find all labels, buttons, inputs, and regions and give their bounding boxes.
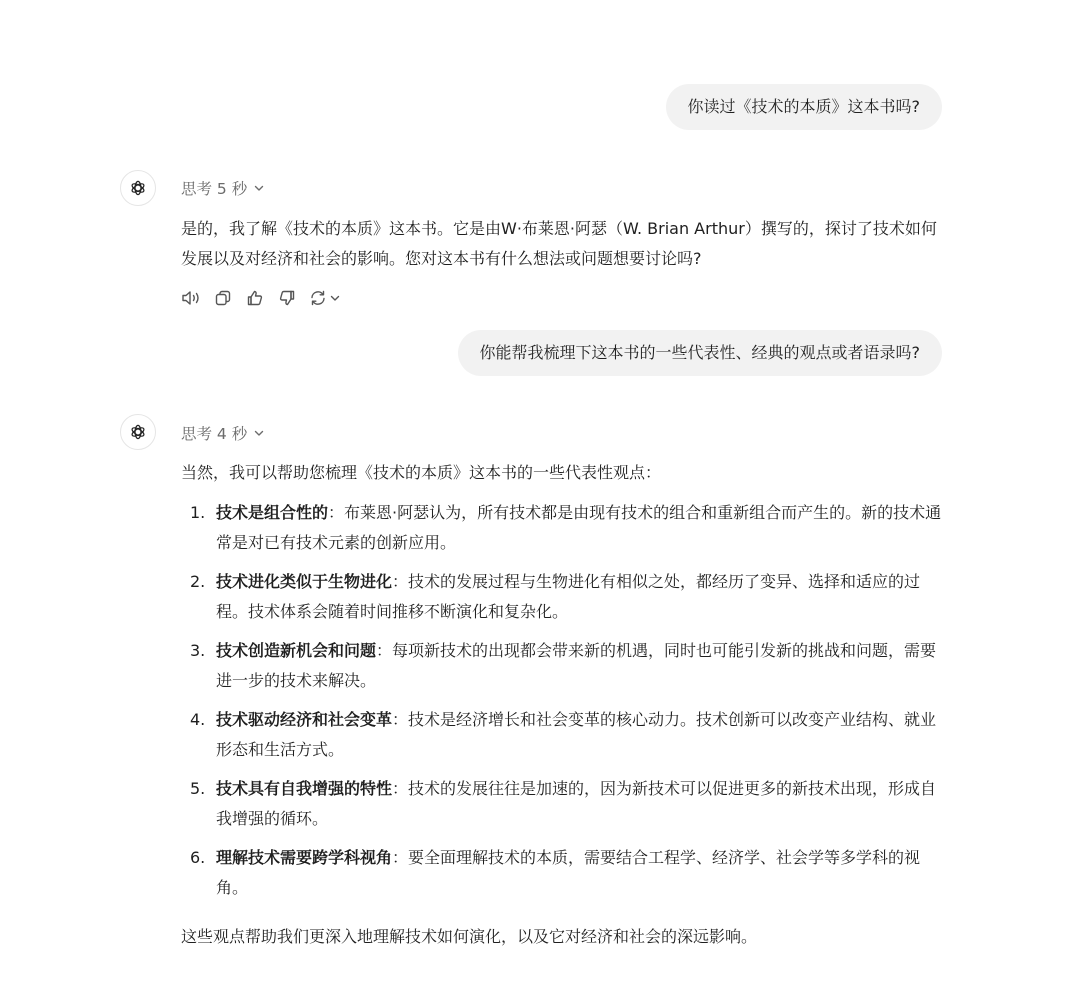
read-aloud-button[interactable] bbox=[181, 288, 201, 308]
list-item-title: 技术驱动经济和社会变革 bbox=[216, 710, 393, 729]
list-item-body bbox=[216, 567, 943, 627]
list-item bbox=[181, 705, 943, 765]
thinking-label: 思考 4 秒 bbox=[181, 425, 248, 443]
list-item-number bbox=[181, 498, 216, 558]
list-item bbox=[181, 843, 943, 903]
key-points-list bbox=[181, 498, 943, 912]
list-item-number bbox=[181, 705, 216, 765]
list-item-number-text: 6. bbox=[190, 848, 206, 867]
chevron-down-icon bbox=[253, 427, 265, 439]
list-item-number-text: 1. bbox=[190, 503, 206, 522]
regenerate-icon bbox=[309, 289, 327, 307]
list-item-title: 技术是组合性的 bbox=[216, 503, 329, 522]
list-item bbox=[181, 567, 943, 627]
list-item-text: ：技术是经济增长和社会变革的核心动力。技术创新可以改变产业结构、就业形态和生活方式。 bbox=[216, 710, 937, 759]
chevron-down-icon bbox=[253, 182, 265, 194]
user-message-bubble bbox=[458, 330, 943, 376]
list-item-body bbox=[216, 498, 943, 558]
list-item bbox=[181, 498, 943, 558]
list-item-title: 理解技术需要跨学科视角 bbox=[216, 848, 393, 867]
list-item-title: 技术具有自我增强的特性 bbox=[216, 779, 393, 798]
list-item-number-text: 5. bbox=[190, 779, 206, 798]
thinking-toggle[interactable] bbox=[181, 177, 265, 199]
assistant-message-text: 是的，我了解《技术的本质》这本书。它是由W·布莱恩·阿瑟（W. Brian Arthur）撰写的，探讨了技术如何发展以及对经济和社会的影响。您对这本书有什么想法或问题想要讨论吗? bbox=[181, 219, 937, 268]
list-item-title: 技术进化类似于生物进化 bbox=[216, 572, 393, 591]
openai-logo-icon bbox=[127, 177, 149, 199]
openai-logo-icon bbox=[127, 421, 149, 443]
list-item-number-text: 2. bbox=[190, 572, 206, 591]
thumbs-down-icon bbox=[278, 289, 296, 307]
list-item-text: ：每项新技术的出现都会带来新的机遇，同时也可能引发新的挑战和问题，需要进一步的技术来解决。 bbox=[216, 641, 937, 690]
good-response-button[interactable] bbox=[245, 288, 265, 308]
list-item-body bbox=[216, 774, 943, 834]
assistant-conclusion-text: 这些观点帮助我们更深入地理解技术如何演化，以及它对经济和社会的深远影响。 bbox=[181, 927, 758, 946]
list-item-body bbox=[216, 705, 943, 765]
assistant-intro-text: 当然，我可以帮助您梳理《技术的本质》这本书的一些代表性观点： bbox=[181, 463, 662, 482]
list-item-text: ：技术的发展过程与生物进化有相似之处，都经历了变异、选择和适应的过程。技术体系会随着时间推移不断演化和复杂化。 bbox=[216, 572, 921, 621]
list-item-number bbox=[181, 567, 216, 627]
copy-button[interactable] bbox=[213, 288, 233, 308]
list-item-title: 技术创造新机会和问题 bbox=[216, 641, 377, 660]
list-item-number bbox=[181, 636, 216, 696]
list-item-number bbox=[181, 843, 216, 903]
list-item-number bbox=[181, 774, 216, 834]
list-item-text: ：布莱恩·阿瑟认为，所有技术都是由现有技术的组合和重新组合而产生的。新的技术通常是对已有技术元素的创新应用。 bbox=[216, 503, 942, 552]
thinking-toggle[interactable] bbox=[181, 422, 265, 444]
list-item-body bbox=[216, 843, 943, 903]
thinking-label: 思考 5 秒 bbox=[181, 180, 248, 198]
user-message-text: 你读过《技术的本质》这本书吗? bbox=[687, 97, 920, 116]
assistant-avatar bbox=[120, 170, 156, 206]
list-item bbox=[181, 636, 943, 696]
list-item-number-text: 3. bbox=[190, 641, 206, 660]
list-item-body bbox=[216, 636, 943, 696]
copy-icon bbox=[214, 289, 232, 307]
message-actions bbox=[181, 288, 341, 308]
user-message-bubble bbox=[666, 84, 943, 130]
list-item bbox=[181, 774, 943, 834]
list-item-text: ：要全面理解技术的本质，需要结合工程学、经济学、社会学等多学科的视角。 bbox=[216, 848, 921, 897]
list-item-text: ：技术的发展往往是加速的，因为新技术可以促进更多的新技术出现，形成自我增强的循环。 bbox=[216, 779, 937, 828]
regenerate-button[interactable] bbox=[309, 289, 341, 307]
assistant-avatar bbox=[120, 414, 156, 450]
bad-response-button[interactable] bbox=[277, 288, 297, 308]
chevron-down-icon bbox=[329, 292, 341, 304]
user-message-text: 你能帮我梳理下这本书的一些代表性、经典的观点或者语录吗? bbox=[479, 343, 920, 362]
thumbs-up-icon bbox=[246, 289, 264, 307]
speaker-icon bbox=[181, 289, 201, 307]
list-item-number-text: 4. bbox=[190, 710, 206, 729]
